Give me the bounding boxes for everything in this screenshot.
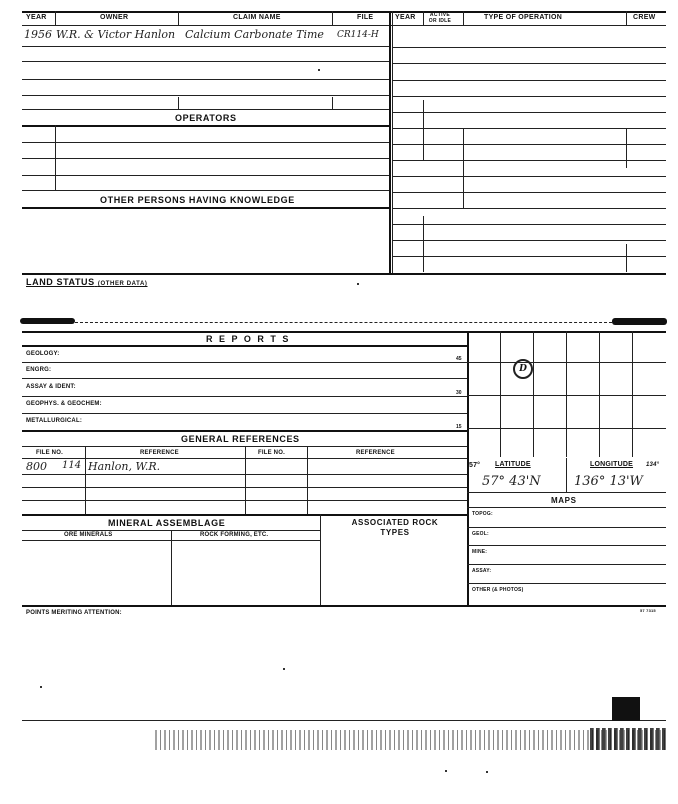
col-divider bbox=[320, 514, 321, 605]
row-rule bbox=[467, 527, 666, 528]
points-meriting-attention-label: POINTS MERITING ATTENTION: bbox=[26, 610, 122, 616]
col-divider bbox=[566, 458, 567, 492]
row-rule bbox=[22, 142, 389, 143]
row-rule bbox=[392, 80, 666, 81]
land-status-label: LAND STATUS (OTHER DATA) bbox=[26, 277, 148, 287]
scan-speck bbox=[283, 668, 285, 670]
lat-degree-left: 57° bbox=[469, 462, 481, 469]
map-mine: MINE: bbox=[472, 549, 488, 555]
card-top-edge bbox=[75, 322, 612, 323]
row-rule bbox=[467, 564, 666, 565]
land-status-note: (OTHER DATA) bbox=[97, 281, 148, 287]
latitude-value: 57° 43'N bbox=[482, 474, 541, 489]
general-references-title: GENERAL REFERENCES bbox=[181, 434, 300, 444]
col-divider bbox=[423, 216, 424, 272]
row-rule bbox=[392, 47, 666, 48]
other-persons-rule bbox=[22, 207, 389, 209]
other-persons-label: OTHER PERSONS HAVING KNOWLEDGE bbox=[100, 195, 295, 205]
grid-line bbox=[500, 331, 501, 457]
operators-label: OPERATORS bbox=[175, 113, 237, 123]
header-year-right: YEAR bbox=[395, 14, 416, 21]
col-divider bbox=[245, 446, 246, 514]
references-bottom-rule bbox=[22, 514, 467, 516]
row-rule bbox=[392, 112, 666, 113]
row-rule bbox=[22, 378, 467, 379]
reports-bottom-rule bbox=[22, 430, 467, 432]
col-divider bbox=[178, 11, 179, 25]
col-divider bbox=[626, 128, 627, 168]
card-top-rule bbox=[22, 331, 666, 333]
grid-line bbox=[566, 331, 567, 457]
header-claim-name: CLAIM NAME bbox=[233, 14, 281, 21]
row-rule bbox=[467, 492, 666, 493]
main-vertical-divider bbox=[389, 11, 391, 275]
row-rule bbox=[392, 144, 666, 145]
entry-owner: W.R. & Victor Hanlon bbox=[56, 28, 176, 41]
header-owner: OWNER bbox=[100, 14, 129, 21]
row-rule bbox=[22, 500, 467, 501]
row-rule bbox=[392, 63, 666, 64]
scan-speck bbox=[318, 69, 320, 71]
col-divider bbox=[55, 125, 56, 190]
operators-rule bbox=[22, 125, 389, 127]
top-border bbox=[22, 11, 666, 13]
row-rule bbox=[22, 175, 389, 176]
scan-speck bbox=[357, 283, 359, 285]
col-divider bbox=[307, 446, 308, 514]
entry-file: CR114-H bbox=[337, 30, 379, 40]
maps-title: MAPS bbox=[551, 496, 577, 505]
entry-claim-name: Calcium Carbonate Time bbox=[185, 28, 324, 41]
ref-code: 114 bbox=[62, 460, 82, 471]
row-rule bbox=[392, 240, 666, 241]
col-tick bbox=[332, 97, 333, 109]
scan-speck bbox=[40, 686, 42, 688]
scan-noise-band bbox=[155, 730, 665, 750]
report-metallurgical: METALLURGICAL: bbox=[26, 418, 83, 424]
rock-forming-header: ROCK FORMING, ETC. bbox=[200, 532, 269, 538]
row-rule bbox=[22, 109, 389, 110]
row-rule bbox=[22, 474, 467, 475]
row-rule bbox=[467, 507, 666, 508]
row-rule bbox=[392, 128, 666, 129]
row-rule bbox=[467, 545, 666, 546]
report-num: 30 bbox=[456, 390, 462, 396]
row-rule bbox=[22, 362, 467, 363]
header-year: YEAR bbox=[26, 14, 47, 21]
ref-reference: Hanlon, W.R. bbox=[88, 460, 161, 473]
col-divider bbox=[626, 11, 627, 25]
mineral-assemblage-title: MINERAL ASSEMBLAGE bbox=[108, 518, 226, 528]
row-rule bbox=[22, 46, 389, 47]
col-divider bbox=[423, 11, 424, 25]
grid-location-mark: D bbox=[513, 359, 533, 379]
longitude-value: 136° 13'W bbox=[574, 474, 643, 489]
ref-header-file-no: FILE NO. bbox=[36, 450, 63, 456]
row-rule bbox=[22, 95, 389, 96]
header-active-or-idle: ACTIVE OR IDLE bbox=[428, 12, 452, 24]
report-geology: GEOLOGY: bbox=[26, 351, 60, 357]
col-divider bbox=[463, 11, 464, 25]
associated-rock-types-title: ASSOCIATED ROCK TYPES bbox=[351, 518, 439, 537]
header-bottom-rule bbox=[22, 25, 666, 26]
report-engrg: ENGRG: bbox=[26, 367, 52, 373]
row-rule bbox=[22, 413, 467, 414]
row-rule bbox=[392, 224, 666, 225]
grid-line bbox=[467, 362, 666, 363]
map-assay: ASSAY: bbox=[472, 568, 492, 574]
col-divider bbox=[171, 530, 172, 605]
latitude-label: LATITUDE bbox=[495, 461, 531, 468]
col-divider bbox=[626, 244, 627, 272]
row-rule bbox=[392, 176, 666, 177]
col-divider bbox=[463, 128, 464, 208]
left-scan-smudge bbox=[20, 318, 75, 324]
row-rule bbox=[22, 190, 389, 191]
col-divider bbox=[332, 11, 333, 25]
row-rule bbox=[392, 192, 666, 193]
row-rule bbox=[22, 487, 467, 488]
row-rule bbox=[392, 208, 666, 209]
scan-noise-dark bbox=[590, 728, 666, 750]
ref-header-reference: REFERENCE bbox=[140, 450, 179, 456]
report-num: 15 bbox=[456, 424, 462, 430]
reports-title: R E P O R T S bbox=[206, 334, 291, 344]
lon-degree-right: 134° bbox=[646, 462, 660, 468]
row-rule bbox=[467, 583, 666, 584]
grid-line bbox=[599, 331, 600, 457]
map-other: OTHER (& PHOTOS) bbox=[472, 587, 524, 593]
row-rule bbox=[392, 96, 666, 97]
right-scan-smudge bbox=[612, 318, 667, 325]
ref-header-file-no-2: FILE NO. bbox=[258, 450, 285, 456]
col-divider bbox=[85, 446, 86, 514]
scan-speck bbox=[486, 771, 488, 773]
header-type-of-operation: TYPE OF OPERATION bbox=[484, 14, 563, 21]
row-rule bbox=[392, 160, 666, 161]
ref-header-reference-2: REFERENCE bbox=[356, 450, 395, 456]
map-topog: TOPOG: bbox=[472, 511, 493, 517]
report-assay: ASSAY & IDENT: bbox=[26, 384, 76, 390]
main-vertical-divider-inner bbox=[392, 11, 393, 275]
col-divider bbox=[55, 11, 56, 25]
row-rule bbox=[392, 256, 666, 257]
ore-minerals-header: ORE MINERALS bbox=[64, 532, 113, 538]
report-num: 45 bbox=[456, 356, 462, 362]
row-rule bbox=[22, 79, 389, 80]
map-geol: GEOL: bbox=[472, 531, 489, 537]
col-tick bbox=[178, 97, 179, 109]
col-divider bbox=[423, 100, 424, 160]
grid-line bbox=[632, 331, 633, 457]
longitude-label: LONGITUDE bbox=[590, 461, 634, 468]
card-bottom-rule bbox=[22, 605, 666, 607]
header-crew: CREW bbox=[633, 14, 656, 21]
grid-line bbox=[467, 395, 666, 396]
header-file: FILE bbox=[357, 14, 374, 21]
row-rule bbox=[22, 61, 389, 62]
reports-title-rule bbox=[22, 345, 467, 347]
form-number: 57 7315 bbox=[640, 608, 656, 613]
row-rule bbox=[22, 396, 467, 397]
scan-block-mark bbox=[612, 697, 640, 721]
top-section-bottom-rule bbox=[22, 273, 666, 275]
ref-file-no: 800 bbox=[26, 460, 47, 473]
row-rule bbox=[22, 158, 389, 159]
card-edge-line bbox=[22, 720, 666, 721]
entry-year: 1956 bbox=[24, 28, 52, 41]
grid-line bbox=[533, 331, 534, 457]
grid-line bbox=[467, 428, 666, 429]
report-geophys: GEOPHYS. & GEOCHEM: bbox=[26, 401, 102, 407]
scan-speck bbox=[445, 770, 447, 772]
